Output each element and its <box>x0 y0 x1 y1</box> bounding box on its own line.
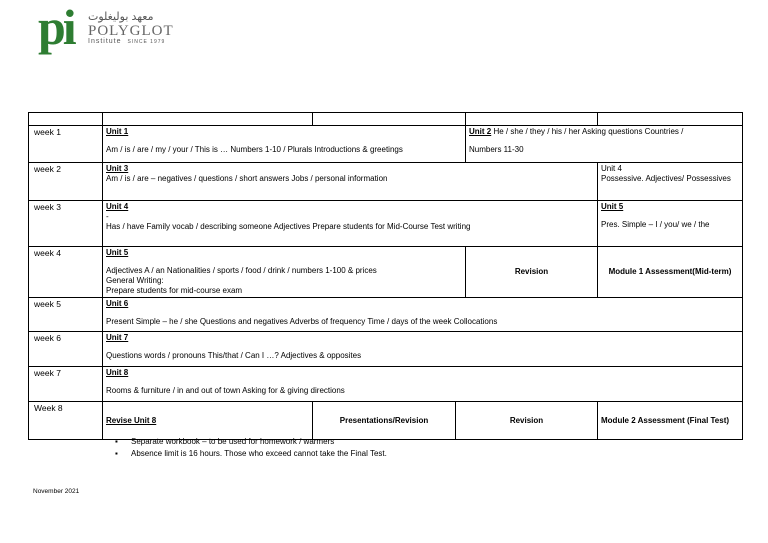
unit-title: Unit 8 <box>106 368 129 377</box>
week-content <box>103 163 598 201</box>
logo-name: POLYGLOT <box>88 23 174 39</box>
week-content <box>103 126 466 163</box>
polyglot-logo <box>38 0 188 56</box>
assessment-cell: Module 2 Assessment (Final Test) <box>598 402 743 440</box>
week-label: week 6 <box>29 332 103 367</box>
unit-title: Unit 5 <box>106 248 129 257</box>
header-cell <box>313 113 466 126</box>
unit-content: Adjectives A / an Nationalities / sports / food / drink / numbers 1-100 & prices <box>106 266 377 275</box>
table-row <box>29 163 743 201</box>
week-content <box>598 163 743 201</box>
week-label: week 2 <box>29 163 103 201</box>
header-cell <box>598 113 743 126</box>
unit-title: Unit 7 <box>106 333 129 342</box>
unit-title: Unit 5 <box>601 202 624 211</box>
unit-content: General Writing: <box>106 276 164 285</box>
week-label: week 4 <box>29 247 103 298</box>
week-content <box>103 367 743 402</box>
header-cell <box>466 113 598 126</box>
unit-title: Unit 4 <box>106 202 129 211</box>
table-row <box>29 367 743 402</box>
assessment-cell: Module 1 Assessment(Mid-term) <box>598 247 743 298</box>
unit-content: Questions words / pronouns This/that / Can I …? Adjectives & opposites <box>106 351 362 360</box>
unit-title: Unit 6 <box>106 299 129 308</box>
unit-content: Rooms & furniture / in and out of town Asking for & giving directions <box>106 386 345 395</box>
week-content <box>103 247 466 298</box>
unit-dash: - <box>106 212 109 221</box>
notes-list <box>115 436 387 460</box>
footer-date: November 2021 <box>33 488 80 495</box>
table-row <box>29 247 743 298</box>
unit-title: Unit 3 <box>106 164 129 173</box>
presentations-cell: Presentations/Revision <box>313 402 456 440</box>
table-row <box>29 201 743 247</box>
week-content <box>598 201 743 247</box>
logo-subtitle <box>88 38 165 45</box>
week-content <box>466 126 743 163</box>
course-schedule-table <box>28 112 743 440</box>
unit-content: Am / is / are – negatives / questions / short answers Jobs / personal information <box>106 174 388 183</box>
table-row <box>29 126 743 163</box>
week-label: week 7 <box>29 367 103 402</box>
header-row <box>29 113 743 126</box>
note-item: ▪ Absence limit is 16 hours. Those who exceed cannot take the Final Test. <box>115 448 387 460</box>
table-row <box>29 298 743 332</box>
week-label: week 3 <box>29 201 103 247</box>
unit-content: Am / is / are / my / your / This is … Numbers 1-10 / Plurals Introductions & greetings <box>106 145 403 154</box>
table-row <box>29 332 743 367</box>
revise-cell: Revise Unit 8 <box>103 402 313 440</box>
note-item: ▪ Separate workbook – to be used for homework / warmers <box>115 436 387 448</box>
unit-title: Unit 1 <box>106 127 129 136</box>
logo-institute: Institute <box>88 38 122 45</box>
unit-content: Prepare students for mid-course exam <box>106 286 243 295</box>
unit-title: Unit 2 <box>469 127 492 136</box>
week-content <box>103 332 743 367</box>
unit-content: He / she / they / his / her Asking questions Countries / <box>493 127 684 136</box>
logo-since: SINCE 1979 <box>127 39 166 45</box>
week-content <box>103 298 743 332</box>
revision-cell: Revision <box>466 247 598 298</box>
unit-content: Has / have Family vocab / describing someone Adjectives Prepare students for Mid-Course Test writing <box>106 222 471 231</box>
unit-content: Possessive. Adjectives/ Possessives <box>601 174 731 183</box>
week-label: week 5 <box>29 298 103 332</box>
revision-cell: Revision <box>456 402 598 440</box>
header-cell <box>103 113 313 126</box>
logo-arabic-name: معهد بوليغلوت <box>88 11 154 23</box>
unit-title: Unit 4 <box>601 164 622 173</box>
week-label: Week 8 <box>29 402 103 440</box>
unit-content: Numbers 11-30 <box>469 145 524 154</box>
table-row <box>29 402 743 440</box>
logo-mark: pi <box>38 0 74 55</box>
unit-content: Present Simple – he / she Questions and negatives Adverbs of frequency Time / days of the week Collocations <box>106 317 498 326</box>
unit-content: Pres. Simple – I / you/ we / the <box>601 220 710 229</box>
header-cell <box>29 113 103 126</box>
week-content <box>103 201 598 247</box>
week-label: week 1 <box>29 126 103 163</box>
